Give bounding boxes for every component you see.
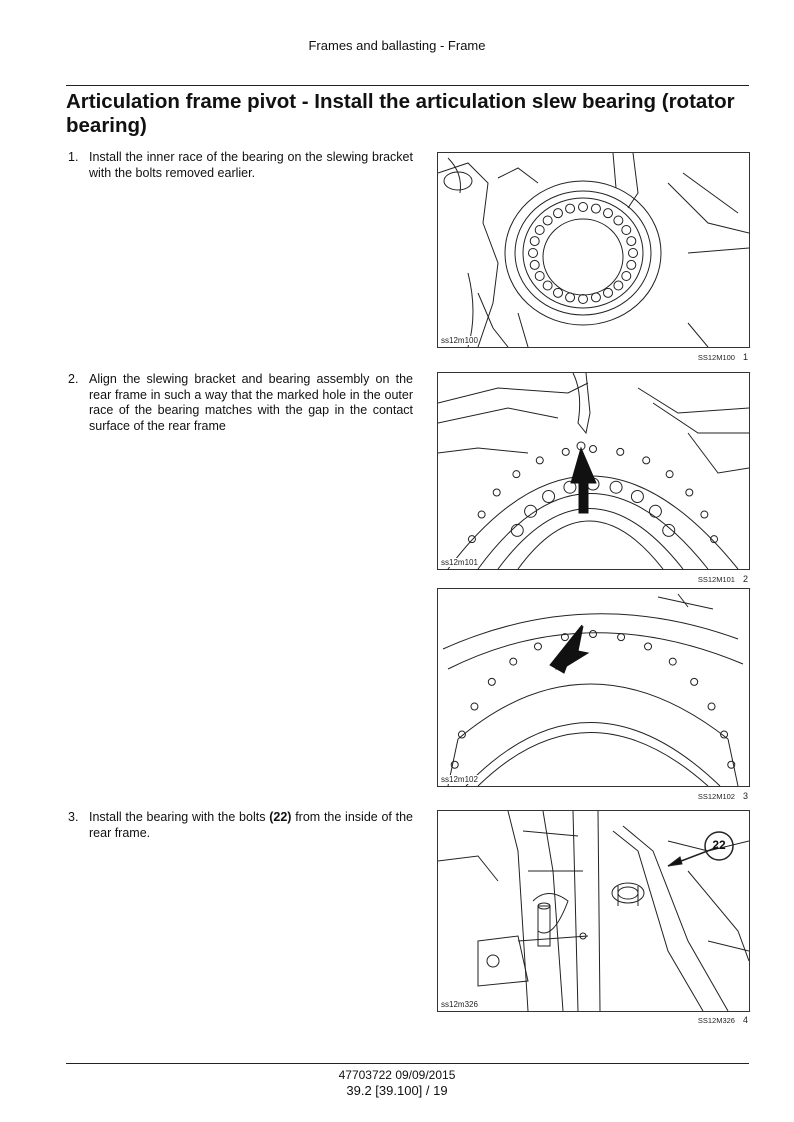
figure-1-illustration bbox=[437, 152, 750, 348]
figure-tag: ss12m326 bbox=[441, 1000, 478, 1009]
step-number: 1. bbox=[68, 150, 79, 164]
page-title: Articulation frame pivot - Install the articulation slew bearing (rotator bearing) bbox=[66, 90, 735, 137]
bolt-reference: (22) bbox=[269, 810, 292, 824]
step-2 bbox=[68, 372, 413, 434]
figure-2-illustration bbox=[437, 372, 750, 570]
header-rule bbox=[66, 85, 749, 86]
figure-2-caption: SS12M101 2 bbox=[697, 574, 748, 584]
figure-3-illustration bbox=[437, 588, 750, 787]
step-number: 2. bbox=[68, 372, 79, 386]
figure-3-caption: SS12M102 3 bbox=[697, 791, 748, 801]
figure-1-caption: SS12M100 1 bbox=[697, 352, 748, 362]
page-reference: 39.2 [39.100] / 19 bbox=[346, 1083, 448, 1098]
figure-tag: ss12m101 bbox=[441, 558, 478, 567]
step-3 bbox=[68, 810, 413, 841]
figure-4-illustration bbox=[437, 810, 750, 1012]
section-header: Frames and ballasting - Frame bbox=[308, 38, 486, 53]
step-1 bbox=[68, 150, 413, 181]
step-text: Install the inner race of the bearing on the slewing bracket with the bolts removed earlier. bbox=[89, 150, 413, 180]
figure-4-caption: SS12M326 4 bbox=[697, 1015, 748, 1025]
step-number: 3. bbox=[68, 810, 79, 824]
footer-rule bbox=[66, 1063, 749, 1064]
step-text: Install the bearing with the bolts (22) from the inside of the rear frame. bbox=[89, 810, 414, 840]
callout-22: 22 bbox=[712, 838, 726, 852]
figure-tag: ss12m100 bbox=[441, 336, 478, 345]
step-text: Align the slewing bracket and bearing assembly on the rear frame in such a way that the marked hole in the outer race of the bearing matches with the gap in the contact surface of the rear frame bbox=[89, 372, 413, 433]
document-code: 47703722 09/09/2015 bbox=[338, 1068, 456, 1082]
figure-tag: ss12m102 bbox=[441, 775, 478, 784]
